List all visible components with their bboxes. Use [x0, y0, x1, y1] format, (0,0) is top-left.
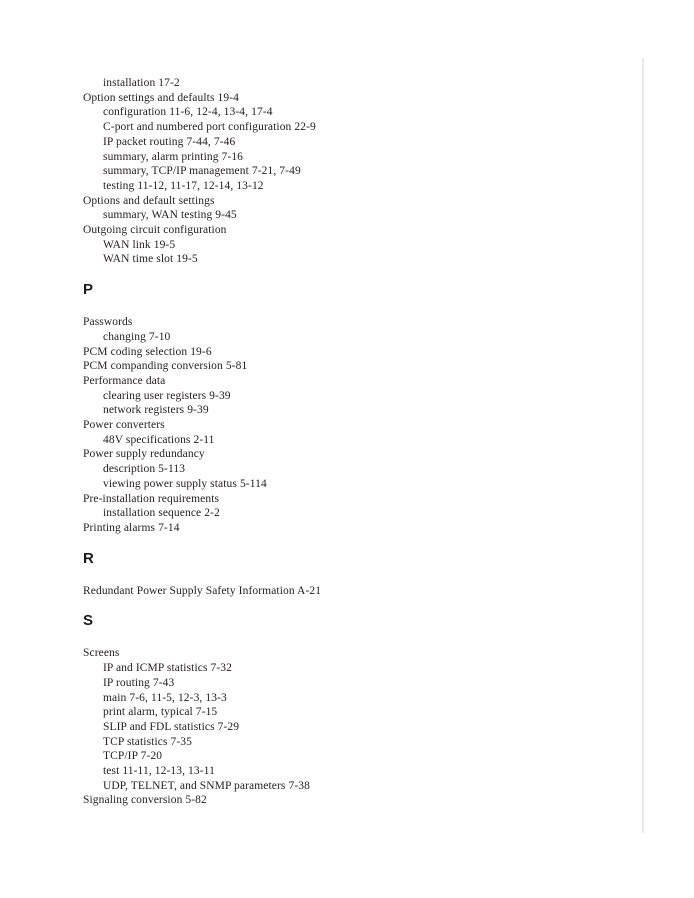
index-entry: IP and ICMP statistics 7-32	[103, 662, 232, 675]
index-entry: network registers 9-39	[103, 404, 209, 417]
index-entry: Performance data	[83, 374, 166, 387]
index-entry: Signaling conversion 5-82	[83, 794, 207, 807]
section-heading-r: R	[83, 549, 94, 567]
index-entry: UDP, TELNET, and SNMP parameters 7-38	[103, 779, 310, 792]
index-entry: changing 7-10	[103, 330, 171, 343]
index-entry: PCM coding selection 19-6	[83, 345, 212, 358]
index-entry: installation 17-2	[103, 77, 180, 89]
index-entry: Pre-installation requirements	[83, 492, 220, 505]
section-heading-s: S	[83, 612, 94, 630]
index-entry: Power supply redundancy	[83, 448, 205, 461]
index-entry: Passwords	[83, 316, 133, 329]
index-entry: 48V specifications 2-11	[103, 433, 215, 446]
index-entry: Screens	[83, 647, 120, 660]
index-entry: description 5-113	[103, 463, 186, 476]
index-entry: WAN link 19-5	[103, 238, 176, 251]
index-entry: summary, TCP/IP management 7-21, 7-49	[103, 165, 301, 178]
index-entry: TCP/IP 7-20	[103, 750, 163, 763]
index-entry: SLIP and FDL statistics 7-29	[103, 720, 240, 733]
index-entry: test 11-11, 12-13, 13-11	[103, 765, 215, 778]
index-content	[83, 76, 603, 808]
index-entry: main 7-6, 11-5, 12-3, 13-3	[103, 691, 227, 704]
index-entry: TCP statistics 7-35	[103, 735, 193, 748]
index-entry: viewing power supply status 5-114	[103, 477, 267, 490]
page-edge-divider	[642, 58, 644, 833]
index-entry: C-port and numbered port configuration 22-9	[103, 121, 316, 134]
index-entry: Power converters	[83, 419, 165, 432]
index-entry: clearing user registers 9-39	[103, 389, 231, 402]
index-entry: IP routing 7-43	[103, 676, 175, 689]
index-entry: Printing alarms 7-14	[83, 521, 180, 534]
index-entry: Option settings and defaults 19-4	[83, 91, 239, 104]
index-entry: testing 11-12, 11-17, 12-14, 13-12	[103, 179, 264, 192]
index-entry: Redundant Power Supply Safety Information A-21	[83, 584, 322, 597]
index-entry: installation sequence 2-2	[103, 507, 220, 520]
index-entry: configuration 11-6, 12-4, 13-4, 17-4	[103, 106, 273, 119]
index-entry: Outgoing circuit configuration	[83, 224, 227, 237]
index-entry: print alarm, typical 7-15	[103, 706, 218, 719]
index-entry: Options and default settings	[83, 194, 215, 207]
section-heading-p: P	[83, 281, 94, 299]
index-entry: summary, WAN testing 9-45	[103, 209, 237, 222]
index-entry: summary, alarm printing 7-16	[103, 150, 244, 163]
index-entry: IP packet routing 7-44, 7-46	[103, 135, 236, 148]
index-entry: WAN time slot 19-5	[103, 253, 198, 266]
index-entry: PCM companding conversion 5-81	[83, 360, 248, 373]
